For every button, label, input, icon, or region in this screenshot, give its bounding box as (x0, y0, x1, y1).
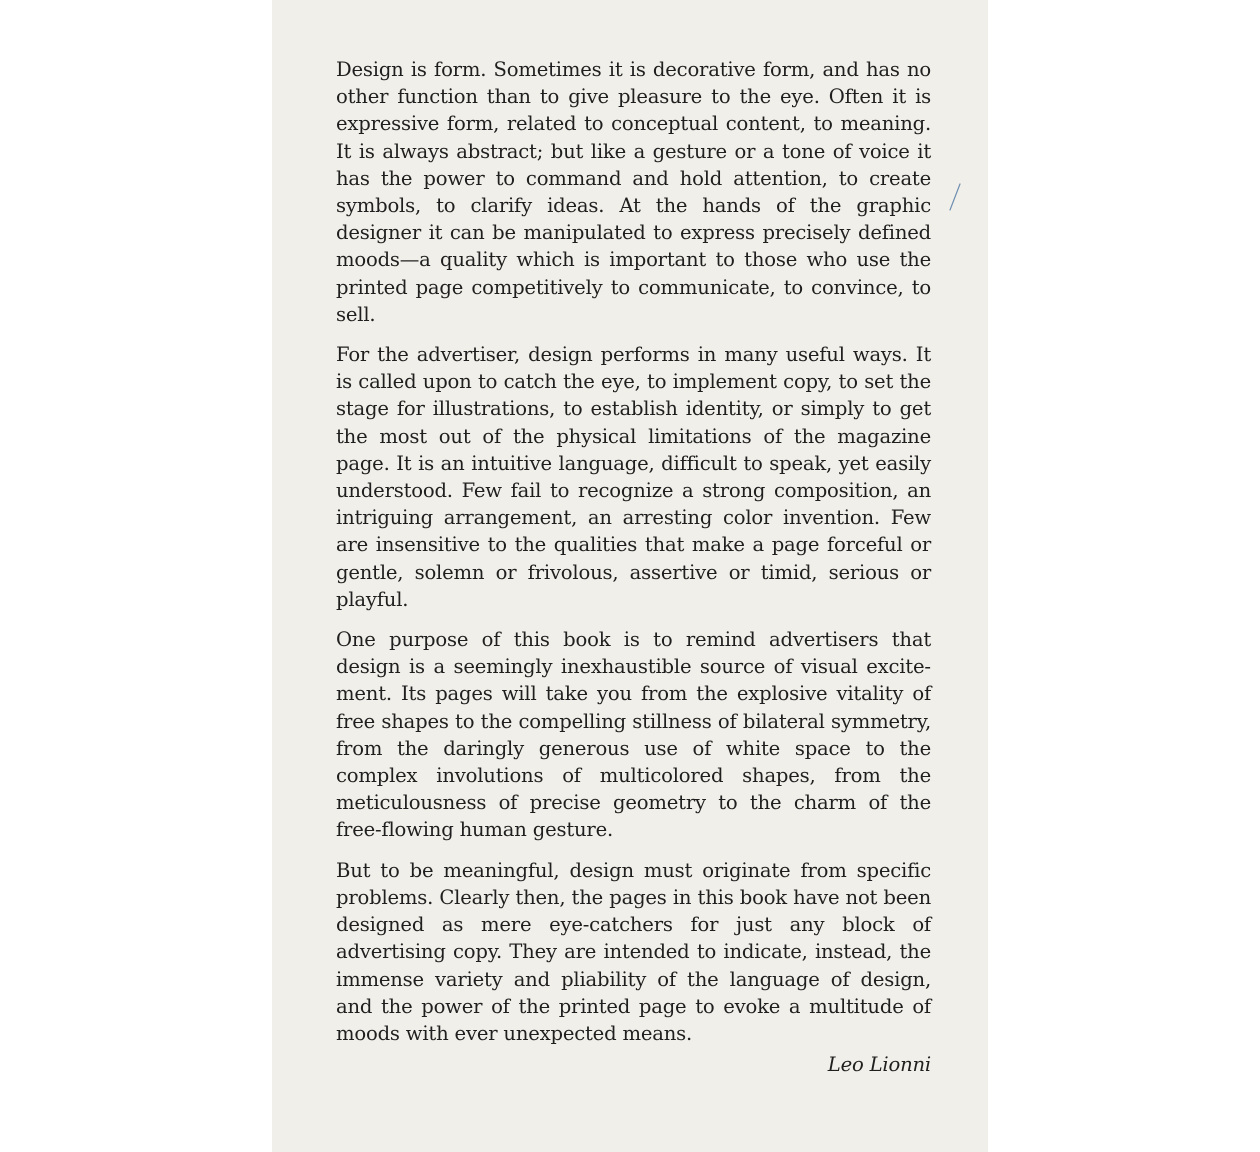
paragraph-1: Design is form. Sometimes it is decorative form, and has no other function than to give pleasure to the eye. Often it is expressive form, related to conceptual content, to meaning. It is always abstract; but like a gesture or a tone of voice it has the power to command and hold attention, to create symbols, to clarify ideas. At the hands of the graphic designer it can be manipulated to express precisely defined moods—a quality which is important to those who use the printed page competitively to communicate, to convince, to sell. (336, 58, 931, 326)
paragraph-3: One purpose of this book is to remind advertisers that design is a seemingly inexhaustible source of visual excitement. Its pages will take you from the explosive vitality of free shapes to the compelling stillness of bilateral symmetry, from the daringly generous use of white space to the complex involutions of multicolored shapes, from the meticulousness of precise geometry to the charm of the free-flowing human gesture. (336, 628, 931, 842)
paragraph-2: For the advertiser, design performs in many useful ways. It is called upon to catch the eye, to implement copy, to set the stage for illustrations, to establish identity, or simply to get the most out of the physical limitations of the magazine page. It is an intuitive language, difficult to speak, yet easily understood. Few fail to recognize a strong composition, an intriguing arrangement, an arresting color invention. Few are insensitive to the qualities that make a page forceful or gentle, solemn or frivolous, assertive or timid, serious or playful. (336, 343, 931, 611)
book-page (272, 0, 988, 1152)
paragraph-4: But to be meaningful, design must originate from specific problems. Clearly then, the pages in this book have not been designed as mere eye-catchers for just any block of advertising copy. They are intended to indicate, instead, the immense variety and pliability of the language of design, and the power of the printed page to evoke a multitude of moods with ever unexpected means. (336, 858, 931, 1045)
pen-mark-icon (948, 182, 962, 212)
author-signature: Leo Lionni (827, 1053, 931, 1077)
essay-text (336, 56, 931, 1078)
